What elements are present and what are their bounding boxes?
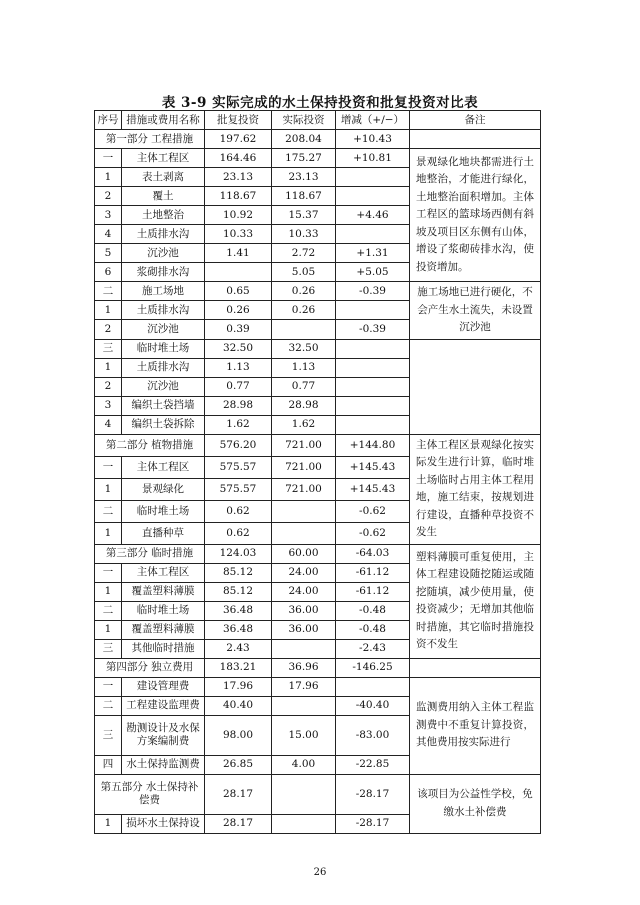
actual-cell: 28.98 — [272, 396, 336, 415]
actual-cell: 0.26 — [272, 282, 336, 301]
actual-cell — [272, 500, 336, 522]
seq-cell: 1 — [95, 168, 122, 187]
approved-cell: 36.48 — [205, 620, 272, 639]
actual-cell: 60.00 — [272, 544, 336, 563]
actual-cell — [272, 522, 336, 544]
note-cell: 该项目为公益性学校，免缴水土补偿费 — [410, 774, 541, 833]
approved-cell: 0.62 — [205, 522, 272, 544]
seq-cell: 二 — [95, 500, 122, 522]
table-row — [95, 282, 541, 301]
diff-cell: +1.31 — [336, 244, 410, 263]
name-cell: 沉沙池 — [122, 377, 205, 396]
diff-cell: +144.80 — [336, 434, 410, 456]
note-cell — [410, 658, 541, 677]
approved-cell: 0.26 — [205, 301, 272, 320]
name-cell: 编织土袋挡墙 — [122, 396, 205, 415]
name-cell: 损坏水土保持设 — [122, 814, 205, 833]
diff-cell — [336, 301, 410, 320]
seq-cell: 三 — [95, 639, 122, 658]
seq-cell: 一 — [95, 677, 122, 696]
actual-cell: 15.37 — [272, 206, 336, 225]
seq-cell: 一 — [95, 563, 122, 582]
note-cell — [410, 130, 541, 149]
actual-cell: 24.00 — [272, 563, 336, 582]
actual-cell — [272, 696, 336, 715]
name-cell: 覆盖塑料薄膜 — [122, 582, 205, 601]
section-label: 第五部分 水土保持补偿费 — [95, 774, 205, 814]
diff-cell: -0.62 — [336, 522, 410, 544]
seq-cell: 四 — [95, 755, 122, 774]
actual-cell: 24.00 — [272, 582, 336, 601]
seq-cell: 1 — [95, 301, 122, 320]
seq-cell: 三 — [95, 339, 122, 358]
name-cell: 土质排水沟 — [122, 358, 205, 377]
approved-cell: 0.77 — [205, 377, 272, 396]
investment-comparison-table — [94, 110, 541, 834]
approved-cell: 197.62 — [205, 130, 272, 149]
name-cell: 覆盖塑料薄膜 — [122, 620, 205, 639]
name-cell: 浆砌排水沟 — [122, 263, 205, 282]
actual-cell: 208.04 — [272, 130, 336, 149]
actual-cell: 175.27 — [272, 149, 336, 168]
actual-cell: 36.96 — [272, 658, 336, 677]
seq-cell: 1 — [95, 582, 122, 601]
name-cell: 表土剥离 — [122, 168, 205, 187]
seq-cell: 1 — [95, 620, 122, 639]
name-cell: 其他临时措施 — [122, 639, 205, 658]
section-row — [95, 774, 541, 814]
actual-cell: 23.13 — [272, 168, 336, 187]
name-cell: 土质排水沟 — [122, 225, 205, 244]
section-label: 第三部分 临时措施 — [95, 544, 205, 563]
approved-cell: 0.62 — [205, 500, 272, 522]
seq-cell: 二 — [95, 282, 122, 301]
diff-cell — [336, 415, 410, 434]
diff-cell: +10.81 — [336, 149, 410, 168]
approved-cell: 183.21 — [205, 658, 272, 677]
seq-cell: 1 — [95, 522, 122, 544]
diff-cell: -28.17 — [336, 814, 410, 833]
diff-cell: -0.48 — [336, 620, 410, 639]
diff-cell: -83.00 — [336, 715, 410, 755]
actual-cell: 36.00 — [272, 601, 336, 620]
header-cell: 措施或费用名称 — [122, 111, 205, 130]
section-row — [95, 434, 541, 456]
approved-cell: 10.33 — [205, 225, 272, 244]
approved-cell: 10.92 — [205, 206, 272, 225]
section-label: 第一部分 工程措施 — [95, 130, 205, 149]
seq-cell: 3 — [95, 396, 122, 415]
name-cell: 沉沙池 — [122, 320, 205, 339]
header-cell: 序号 — [95, 111, 122, 130]
diff-cell: +145.43 — [336, 456, 410, 478]
diff-cell: -61.12 — [336, 582, 410, 601]
diff-cell: -0.48 — [336, 601, 410, 620]
diff-cell — [336, 225, 410, 244]
approved-cell: 36.48 — [205, 601, 272, 620]
actual-cell: 4.00 — [272, 755, 336, 774]
section-row — [95, 544, 541, 563]
header-cell: 增减（+/−） — [336, 111, 410, 130]
seq-cell: 2 — [95, 187, 122, 206]
actual-cell: 118.67 — [272, 187, 336, 206]
header-cell: 实际投资 — [272, 111, 336, 130]
actual-cell: 2.72 — [272, 244, 336, 263]
name-cell: 水土保持监测费 — [122, 755, 205, 774]
actual-cell: 721.00 — [272, 456, 336, 478]
diff-cell: -61.12 — [336, 563, 410, 582]
note-cell: 主体工程区景观绿化按实际发生进行计算，临时堆土场临时占用主体工程用地，施工结束，按规划进行建设，直播种草投资不发生 — [410, 434, 541, 544]
table-title: 表 3-9 实际完成的水土保持投资和批复投资对比表 — [161, 95, 479, 111]
diff-cell — [336, 377, 410, 396]
name-cell: 主体工程区 — [122, 149, 205, 168]
approved-cell: 575.57 — [205, 478, 272, 500]
actual-cell: 0.26 — [272, 301, 336, 320]
diff-cell — [336, 677, 410, 696]
header-row — [95, 111, 541, 130]
actual-cell: 1.13 — [272, 358, 336, 377]
approved-cell: 32.50 — [205, 339, 272, 358]
name-cell: 勘测设计及水保方案编制费 — [122, 715, 205, 755]
section-row — [95, 130, 541, 149]
diff-cell — [336, 358, 410, 377]
actual-cell: 17.96 — [272, 677, 336, 696]
name-cell: 临时堆土场 — [122, 339, 205, 358]
approved-cell: 1.13 — [205, 358, 272, 377]
actual-cell: 5.05 — [272, 263, 336, 282]
seq-cell: 三 — [95, 715, 122, 755]
diff-cell: -0.39 — [336, 282, 410, 301]
seq-cell: 3 — [95, 206, 122, 225]
actual-cell: 10.33 — [272, 225, 336, 244]
approved-cell: 118.67 — [205, 187, 272, 206]
diff-cell: -0.39 — [336, 320, 410, 339]
diff-cell: -28.17 — [336, 774, 410, 814]
name-cell: 主体工程区 — [122, 563, 205, 582]
name-cell: 编织土袋拆除 — [122, 415, 205, 434]
name-cell: 主体工程区 — [122, 456, 205, 478]
approved-cell: 85.12 — [205, 582, 272, 601]
diff-cell: +4.46 — [336, 206, 410, 225]
seq-cell: 6 — [95, 263, 122, 282]
approved-cell: 576.20 — [205, 434, 272, 456]
seq-cell: 一 — [95, 149, 122, 168]
approved-cell: 2.43 — [205, 639, 272, 658]
seq-cell: 5 — [95, 244, 122, 263]
note-cell — [410, 339, 541, 434]
header-cell: 备注 — [410, 111, 541, 130]
name-cell: 覆土 — [122, 187, 205, 206]
table-row — [95, 149, 541, 168]
name-cell: 沉沙池 — [122, 244, 205, 263]
diff-cell: -22.85 — [336, 755, 410, 774]
diff-cell — [336, 396, 410, 415]
diff-cell — [336, 339, 410, 358]
diff-cell: +10.43 — [336, 130, 410, 149]
section-label: 第四部分 独立费用 — [95, 658, 205, 677]
seq-cell: 二 — [95, 601, 122, 620]
diff-cell: -40.40 — [336, 696, 410, 715]
diff-cell: +5.05 — [336, 263, 410, 282]
actual-cell: 721.00 — [272, 478, 336, 500]
page-number: 26 — [313, 867, 327, 878]
name-cell: 建设管理费 — [122, 677, 205, 696]
approved-cell: 28.17 — [205, 774, 272, 814]
approved-cell: 1.62 — [205, 415, 272, 434]
name-cell: 景观绿化 — [122, 478, 205, 500]
seq-cell: 4 — [95, 415, 122, 434]
approved-cell — [205, 263, 272, 282]
approved-cell: 0.65 — [205, 282, 272, 301]
seq-cell: 4 — [95, 225, 122, 244]
diff-cell — [336, 187, 410, 206]
approved-cell: 40.40 — [205, 696, 272, 715]
diff-cell: -0.62 — [336, 500, 410, 522]
name-cell: 直播种草 — [122, 522, 205, 544]
approved-cell: 85.12 — [205, 563, 272, 582]
approved-cell: 26.85 — [205, 755, 272, 774]
seq-cell: 2 — [95, 320, 122, 339]
actual-cell: 32.50 — [272, 339, 336, 358]
section-row — [95, 658, 541, 677]
actual-cell — [272, 639, 336, 658]
approved-cell: 98.00 — [205, 715, 272, 755]
approved-cell: 28.98 — [205, 396, 272, 415]
actual-cell: 721.00 — [272, 434, 336, 456]
diff-cell: -64.03 — [336, 544, 410, 563]
seq-cell: 1 — [95, 814, 122, 833]
header-cell: 批复投资 — [205, 111, 272, 130]
diff-cell — [336, 168, 410, 187]
diff-cell: +145.43 — [336, 478, 410, 500]
approved-cell: 1.41 — [205, 244, 272, 263]
note-cell: 塑料薄膜可重复使用，主体工程建设随挖随运或随挖随填，减少使用量，使投资减少；无增加其他临时措施，其它临时措施投资不发生 — [410, 544, 541, 658]
actual-cell: 15.00 — [272, 715, 336, 755]
approved-cell: 23.13 — [205, 168, 272, 187]
seq-cell: 2 — [95, 377, 122, 396]
approved-cell: 164.46 — [205, 149, 272, 168]
note-cell: 景观绿化地块都需进行土地整治，才能进行绿化，土地整治面积增加。主体工程区的篮球场西侧有斜坡及项目区东侧有山体，增设了浆砌砖排水沟，使投资增加。 — [410, 149, 541, 282]
approved-cell: 0.39 — [205, 320, 272, 339]
actual-cell — [272, 814, 336, 833]
actual-cell: 0.77 — [272, 377, 336, 396]
note-cell: 监测费用纳入主体工程监测费中不重复计算投资，其他费用按实际进行 — [410, 677, 541, 774]
name-cell: 土质排水沟 — [122, 301, 205, 320]
name-cell: 工程建设监理费 — [122, 696, 205, 715]
name-cell: 临时堆土场 — [122, 500, 205, 522]
actual-cell: 36.00 — [272, 620, 336, 639]
name-cell: 土地整治 — [122, 206, 205, 225]
actual-cell: 1.62 — [272, 415, 336, 434]
section-label: 第二部分 植物措施 — [95, 434, 205, 456]
diff-cell: -2.43 — [336, 639, 410, 658]
actual-cell — [272, 774, 336, 814]
approved-cell: 28.17 — [205, 814, 272, 833]
seq-cell: 二 — [95, 696, 122, 715]
seq-cell: 1 — [95, 478, 122, 500]
name-cell: 临时堆土场 — [122, 601, 205, 620]
seq-cell: 一 — [95, 456, 122, 478]
table-row — [95, 677, 541, 696]
diff-cell: -146.25 — [336, 658, 410, 677]
note-cell: 施工场地已进行硬化，不会产生水土流失，未设置沉沙池 — [410, 282, 541, 340]
seq-cell: 1 — [95, 358, 122, 377]
approved-cell: 124.03 — [205, 544, 272, 563]
approved-cell: 575.57 — [205, 456, 272, 478]
approved-cell: 17.96 — [205, 677, 272, 696]
table-row — [95, 339, 541, 358]
actual-cell — [272, 320, 336, 339]
name-cell: 施工场地 — [122, 282, 205, 301]
